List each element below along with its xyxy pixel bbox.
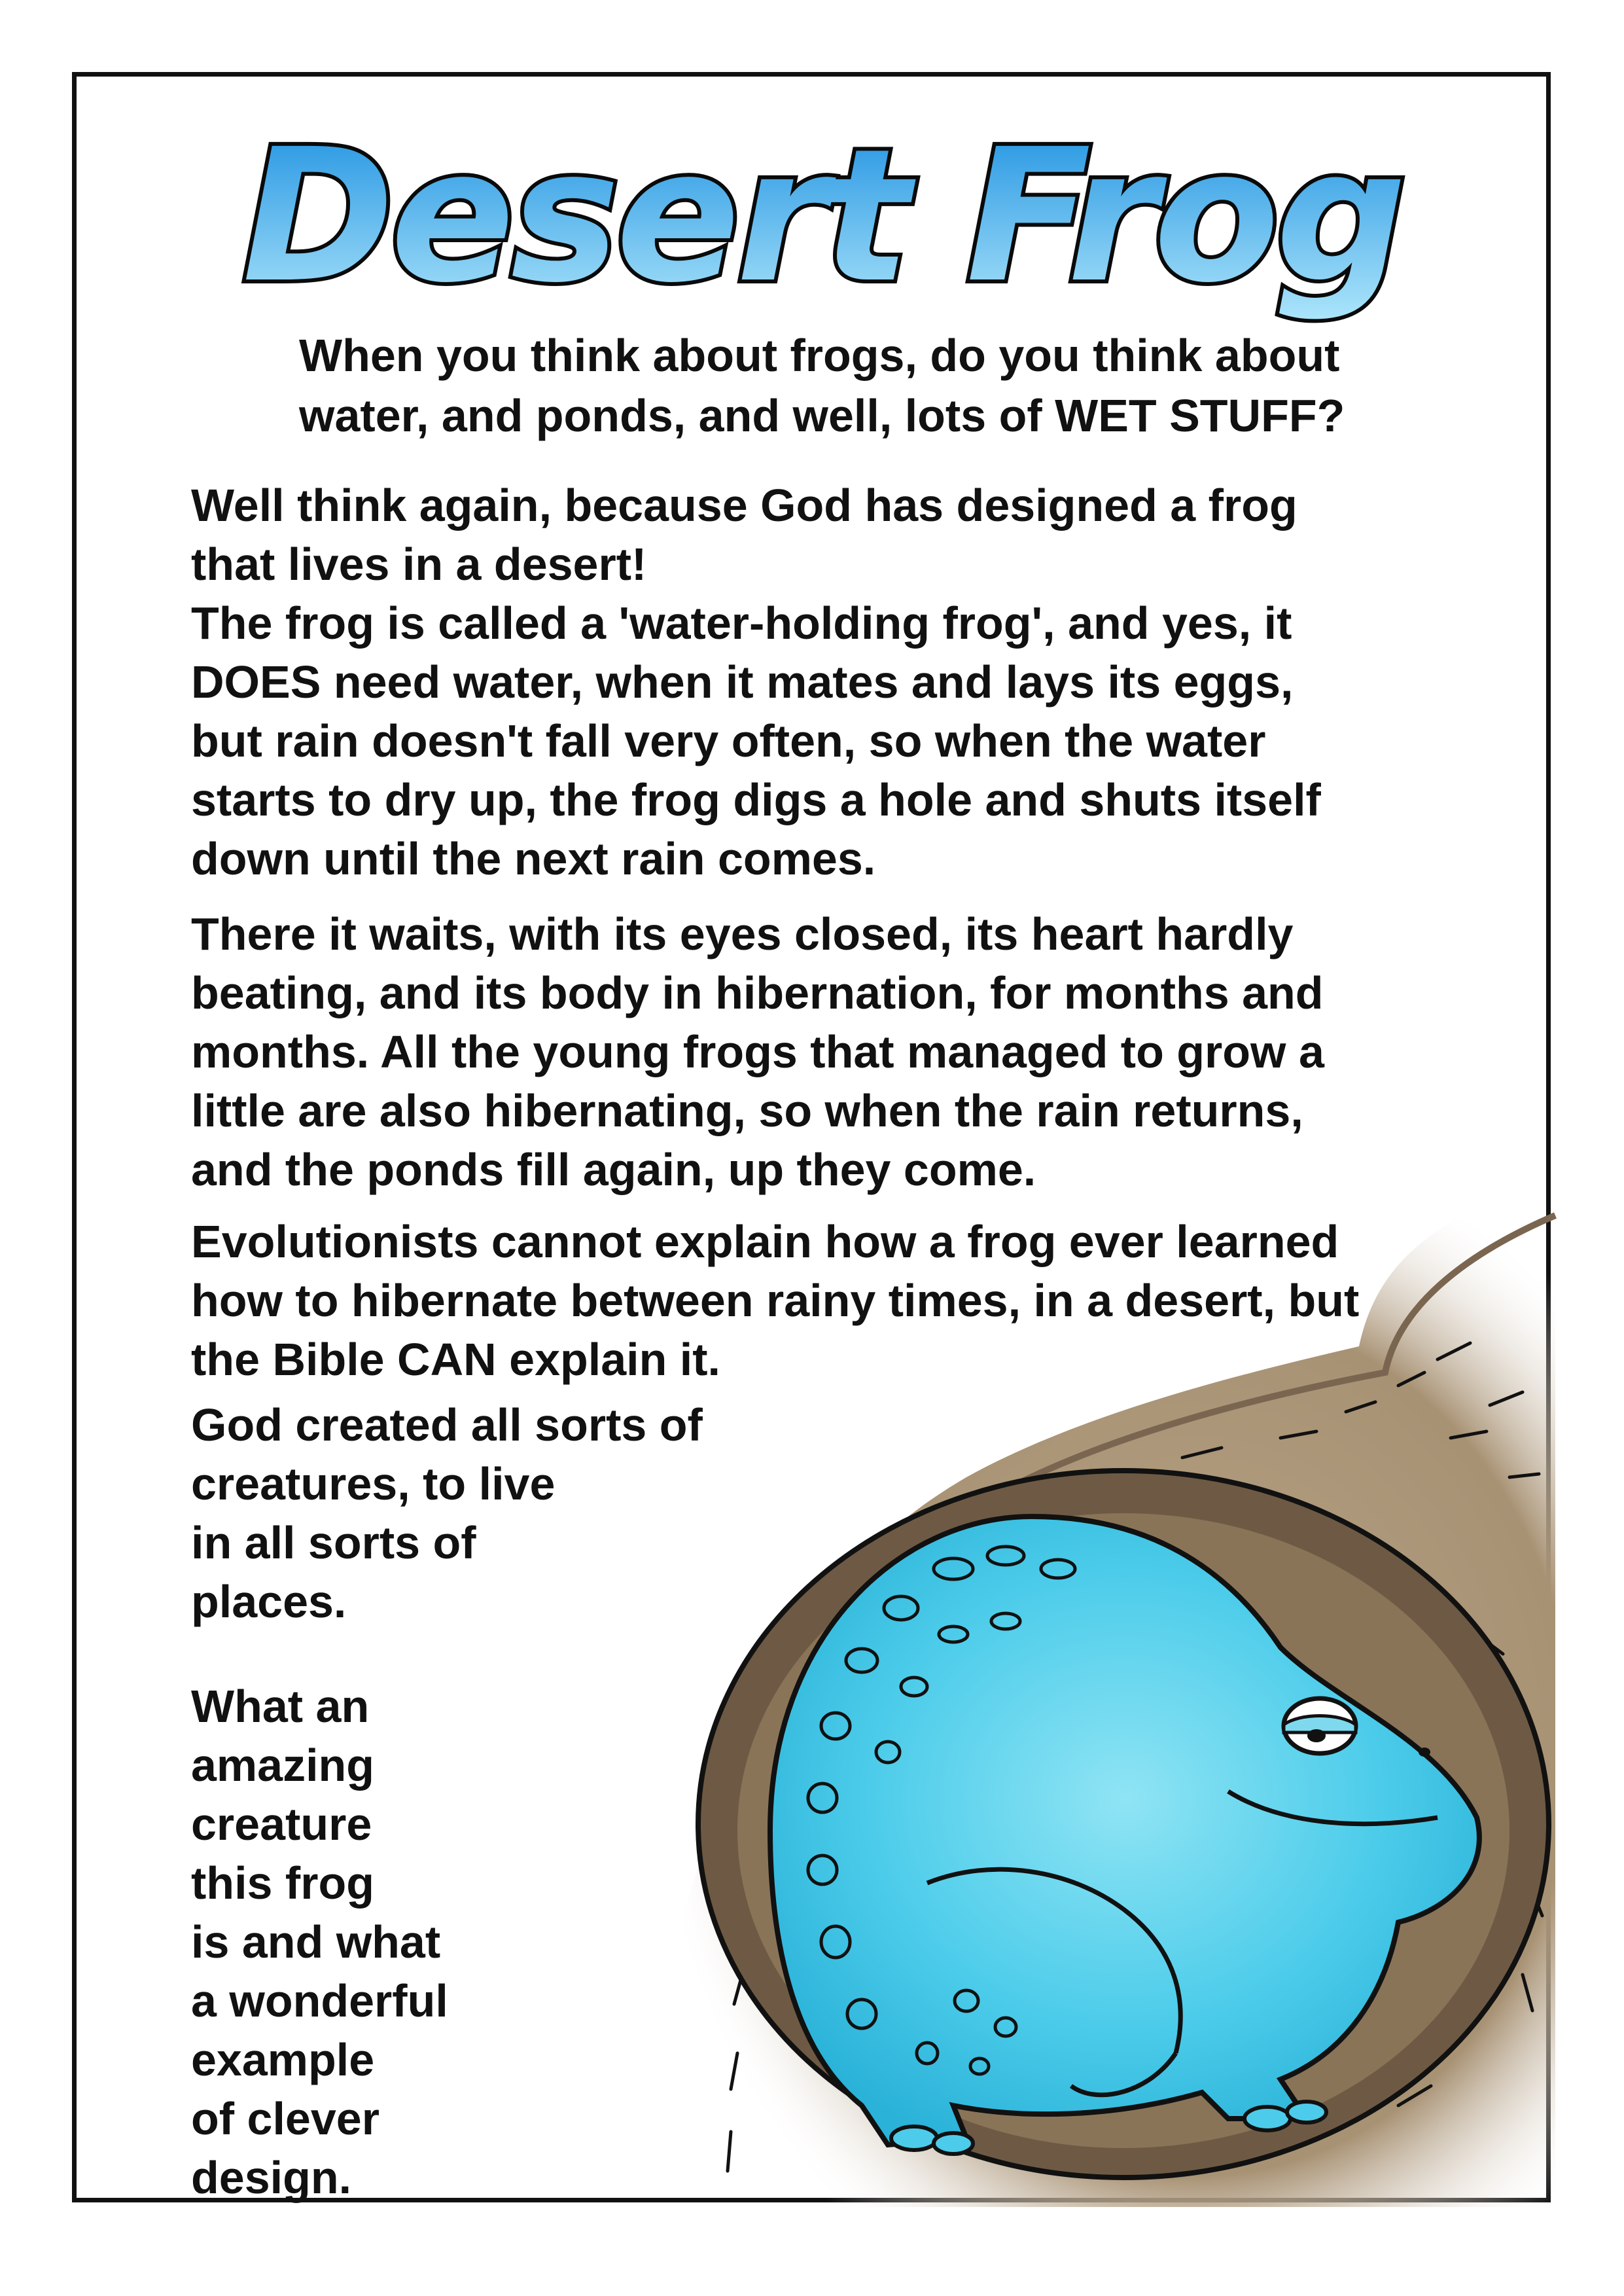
paragraph-creation: God created all sorts of creatures, to live in all sorts of places. [191, 1399, 703, 1627]
page-frame [72, 72, 1551, 2202]
paragraph-desert-frog: Well think again, because God has designed a frog that lives in a desert! The frog is called a 'water-holding frog', and yes, it DOES need water, when it mates and lays its eggs, but rain doesn't fall very often, so when the water starts to dry up, the frog digs a hole and shuts itself down until the next rain comes. [191, 480, 1321, 884]
title-logo [242, 93, 1403, 351]
paragraph-hibernation: There it waits, with its eyes closed, its heart hardly beating, and its body in hibernation, for months and months. All the young frogs that managed to grow a little are also hibernating, so when the rain returns, and the ponds fill again, up they come. [191, 908, 1324, 1195]
paragraph-conclusion: What an amazing creature this frog is and what a wonderful example of clever design. [191, 1681, 448, 2203]
paragraph-evolution: Evolutionists cannot explain how a frog ever learned how to hibernate between rainy times, in a desert, but the Bible CAN explain it. [191, 1216, 1360, 1385]
frog-eye-icon [1284, 1698, 1356, 1753]
page-title: Desert Frog [242, 110, 1403, 323]
intro-question: When you think about frogs, do you think about water, and ponds, and well, lots of WET STUFF? [299, 330, 1345, 441]
